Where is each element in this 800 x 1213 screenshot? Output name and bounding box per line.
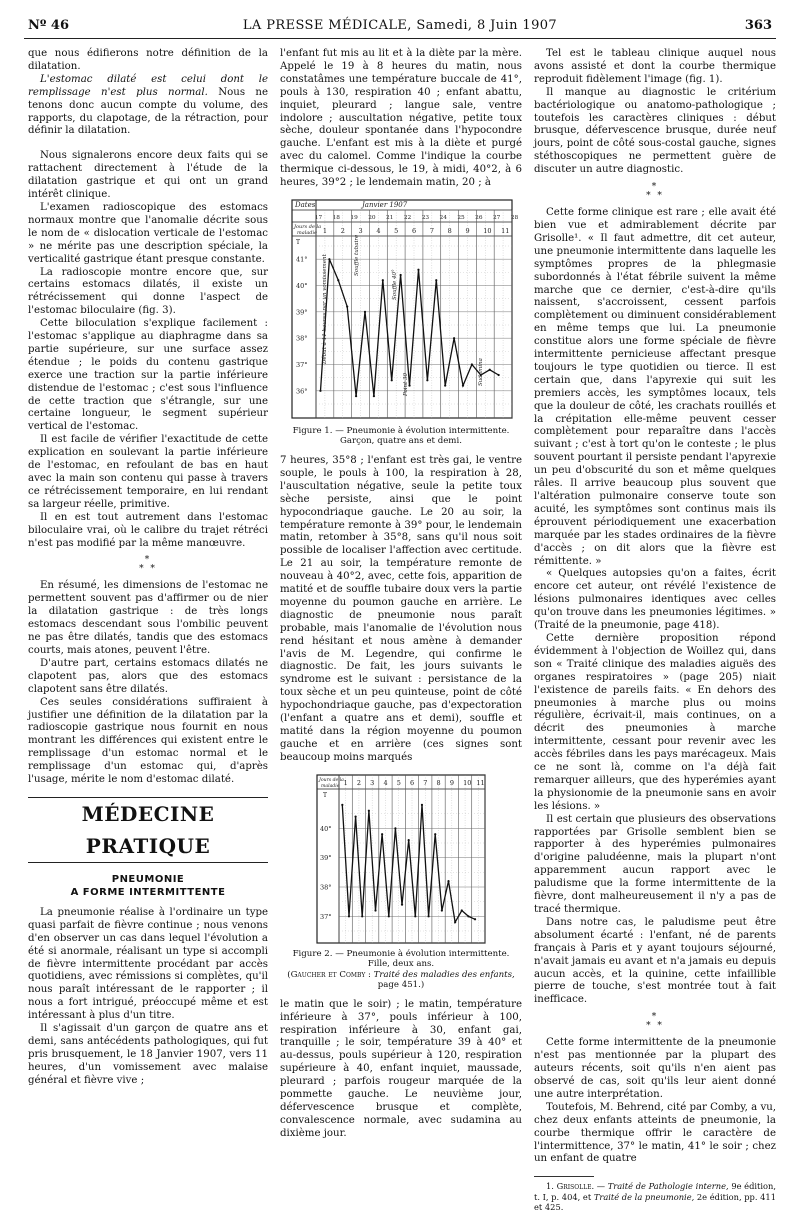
y-tick-label: 41° (296, 255, 308, 264)
data-point (421, 803, 423, 805)
paragraph: Dans notre cas, le paludisme peut être absolument écarté : l'enfant, né de parents français à Paris et y ayant toujours séjourné, n'avait jamais eu avant et n'a jamais eu depuis aucun accès, et la quinine, cette infaillible pierre de touche, s'est montrée tout à fait inefficace. (534, 916, 776, 1006)
footnote-book: Traité de Pathologie interne, (607, 1181, 729, 1192)
caption-line (284, 970, 518, 981)
paragraph: Il est certain que plusieurs des observations rapportées par Grisolle semblent bien se rapporter à des hyperémies pulmonaires d'origine paludéenne, mais la plupart n'ont apparemment aucun rapport avec le paludisme que la forme intermittente de la fièvre, dont malheureusement il n'y a pas de tracé thermique. (534, 813, 776, 915)
data-point (381, 833, 383, 835)
date-tick-label: 21 (386, 214, 394, 221)
x-tick-label: 7 (423, 778, 428, 787)
x-tick-label: 1 (343, 778, 348, 787)
month-label: Janvier 1907 (362, 200, 408, 209)
data-point (388, 915, 390, 917)
x-tick-label: 2 (340, 226, 345, 235)
x-tick-label: 7 (429, 226, 434, 235)
data-point (368, 809, 370, 811)
data-point (364, 311, 366, 313)
paragraph: l'enfant fut mis au lit et à la diète par la mère. Appelé le 19 à 8 heures du matin, nous constatâmes une température buccale de 41°, pouls à 130, respiration 40 ; enfant abattu, inquiet, pleurard ; langue sale, ventre indolore ; auscultation négative, petite toux sèche, douleur spontanée dans l'hypocondre gauche. L'enfant est mis à la diète et purgé avec du calomel. Comme l'indique la courbe thermique ci-dessous, le 19, à midi, 40°2, à 6 heures, 39°2 ; le lendemain matin, 20 ; à (280, 48, 522, 189)
y-tick-label: 39° (320, 853, 332, 862)
paragraph: Il en est tout autrement dans l'estomac biloculaire vrai, où le calibre du trajet rétréci n'est pas modifié par la même manœuvre. (28, 511, 268, 549)
data-point (434, 833, 436, 835)
date-tick-label: 17 (314, 214, 323, 221)
figure-2-caption (284, 949, 518, 991)
date-tick-label: 19 (350, 214, 358, 221)
y-tick-label: 40° (320, 824, 332, 833)
temperature-chart-1 (286, 196, 519, 424)
date-tick-label: 20 (368, 214, 376, 221)
data-point (319, 390, 321, 392)
days-label: maladie (321, 783, 340, 789)
paragraph: Il manque au diagnostic le critérium bactériologique ou anatomo-pathologique ; toutefois les caractères cliniques : début brusque, défervescence brusque, durée neuf jours, point de côté sous-costal gauche, signes stéthoscopiques ne permettent guère de discuter un autre diagnostic. (534, 86, 776, 176)
x-tick-label: 3 (358, 226, 363, 235)
paragraph: Il s'agissait d'un garçon de quatre ans et demi, sans antécédents pathologiques, qui fut pris brusquement, le 18 Janvier 1907, vers 11 heures, d'un vomissement avec malaise général et fièvre vive ; (28, 1023, 268, 1086)
temperature-chart-2 (313, 771, 489, 947)
date-tick-label: 25 (457, 214, 465, 221)
data-point (498, 374, 500, 376)
x-tick-label: 1 (322, 226, 328, 235)
y-tick-label: 36° (296, 387, 308, 396)
date-tick-label: 26 (475, 214, 483, 221)
article-title (28, 873, 268, 899)
data-point (447, 880, 449, 882)
data-point (435, 279, 437, 281)
data-point (374, 909, 376, 911)
date-tick-label: 23 (421, 214, 430, 221)
definition-italic: L'estomac dilaté est celui dont le remplissage n'est plus normal. (28, 73, 268, 98)
y-tick-label: 37° (296, 360, 308, 369)
paragraph: Cette biloculation s'explique facilement : l'estomac s'applique au diaphragme dans sa partie supérieure, sur une surface assez étendue ; le poids du contenu gastrique exerce une traction sur la partie inférieure distendue de l'estomac ; c'est sous l'influence de cette traction que s'étrangle, sur une certaine longueur, le segment supérieur vertical de l'estomac. (28, 318, 268, 433)
temperature-curve (342, 805, 475, 922)
chart-annotation: Point 30 (403, 372, 409, 396)
data-point (354, 815, 356, 817)
data-point (417, 269, 419, 271)
days-label: maladie (297, 229, 318, 236)
article-title-line-1: PNEUMONIE (111, 873, 185, 885)
paragraph: Il est facile de vérifier l'exactitude de cette explication en soulevant la partie inférieure de l'estomac, en refoulant de bas en haut avec la main son contenu qui passe à travers ce rétrécissement temporaire, en lui rendant sa largeur réelle, primitive. (28, 434, 268, 510)
data-point (441, 909, 443, 911)
data-point (391, 379, 393, 381)
journal-title: LA PRESSE MÉDICALE, Samedi, 8 Juin 1907 (242, 18, 558, 33)
data-point (328, 258, 330, 260)
dates-label: Dates (295, 200, 316, 209)
data-point (453, 337, 455, 339)
data-point (337, 279, 339, 281)
caption-line: Garçon, quatre ans et demi. (340, 436, 462, 447)
chart-frame (317, 775, 485, 943)
days-label: Jours de la (294, 223, 322, 230)
article-title-line-2: A FORME INTERMITTENTE (70, 886, 226, 898)
issue-number: Nº 46 (28, 18, 69, 33)
chart-annotation: Sudamina (478, 358, 484, 386)
data-point (426, 379, 428, 381)
chart-annotation: Souffle tubaire (354, 234, 360, 276)
x-tick-label: 4 (376, 226, 381, 235)
date-tick-label: 18 (332, 214, 340, 221)
footnote-book: Traité de la pneumonie, (593, 1191, 695, 1202)
temperature-curve (321, 259, 499, 396)
date-tick-label: 27 (492, 214, 501, 221)
y-tick-label: 38° (320, 883, 332, 892)
y-tick-label: 40° (296, 281, 308, 290)
section-separator: * * * (139, 555, 157, 575)
data-point (400, 274, 402, 276)
paragraph: « Quelques autopsies qu'on a faites, écrit encore cet auteur, ont révélé l'existence de lésions pulmonaires identiques avec celles qu'on trouve dans les pneumonies légitimes. » (Traité de la pneumonie, page 418). (534, 568, 776, 632)
figure-2 (280, 771, 522, 991)
date-tick-label: 28 (510, 214, 519, 221)
data-point (373, 395, 375, 397)
data-point (408, 839, 410, 841)
y-tick-label: 39° (296, 308, 308, 317)
page-number: 363 (744, 18, 772, 33)
footnote-author: 1. Grisolle. — (546, 1181, 606, 1192)
paragraph: Nous signalerons encore deux faits qui se rattachent directement à l'étude de la dilatation gastrique et qui ont un grand intérêt clinique. (28, 150, 268, 201)
data-point (462, 384, 464, 386)
column-2 (280, 48, 522, 1141)
column-3 (534, 48, 776, 1213)
paragraph: En résumé, les dimensions de l'estomac ne permettent souvent pas d'affirmer ou de nier la dilatation gastrique : de très longs estomacs descendant sous l'ombilic peuvent ne pas être dilatés, tandis que des estomacs courts, mais atones, peuvent l'être. (28, 580, 268, 656)
footnote-text: 9e édition, t. I, p. 404, et (534, 1181, 776, 1202)
paragraph: le matin que le soir) ; le matin, température inférieure à 37°, pouls inférieur à 100, respiration inférieure à 30, enfant gai, tranquille ; le soir, température 39 à 40° et au-dessus, pouls supérieur à 120, respiration supérieure à 40, enfant inquiet, maussade, pleurard ; parfois rougeur marquée de la pommette gauche. Le neuvième jour, défervescence brusque et complète, convalescence normale, avec sudamina au dixième jour. (280, 998, 522, 1139)
section-separator: * * * (646, 1012, 664, 1032)
x-tick-label: 10 (483, 226, 492, 235)
paragraph: 7 heures, 35°8 ; l'enfant est très gai, le ventre souple, le pouls à 100, la respiration à 28, l'auscultation négative, seule la petite toux sèche persiste, ainsi que le point hypocondriaque gauche. Le 20 au soir, la température remonte à 39° pour, le lendemain matin, retomber à 35°8, sans qu'il nous soit possible de localiser l'affection avec certitude. Le 21 au soir, la température remonte de nouveau à 40°2, avec, cette fois, apparition de matité et de souffle tubaire doux vers la partie moyenne du poumon gauche en arrière. Le diagnostic de pneumonie nous paraît probable, mais l'anomalie de l'évolution nous rend hésitant et nous amène à demander l'avis de M. Legendre, qui confirme le diagnostic. De fait, les jours suivants le syndrome est le suivant : persistance de la toux sèche et un peu quinteuse, point de côté hypochondriaque gauche, pas d'expectoration (l'enfant a quatre ans et demi), souffle et matité dans la région moyenne du poumon gauche et en arrière (ces signes sont beaucoup moins marqués (280, 454, 522, 763)
y-tick-label: 37° (320, 912, 332, 921)
x-tick-label: 8 (436, 778, 441, 787)
x-tick-label: 11 (476, 778, 485, 787)
paragraph: Cette forme intermittente de la pneumonie n'est pas mentionnée par la plupart des auteurs récents, soit qu'ils n'en aient pas observé de cas, soit qu'ils leur aient donné une autre interprétation. (534, 1037, 776, 1100)
paragraph (28, 74, 268, 139)
data-point (348, 915, 350, 917)
page-header (24, 16, 776, 39)
x-tick-label: 5 (396, 778, 401, 787)
data-point (401, 903, 403, 905)
paragraph: Cette dernière proposition répond évidemment à l'objection de Woillez qui, dans son « Traité clinique des maladies aiguës des organes respiratoires » (page 205) niait l'existence de pareils faits. « En dehors des pneumonies à marche plus ou moins régulière, écrivait-il, mais continues, on a décrit des pneumonies à marche intermittente, cessant pour revenir avec les accès fébriles dans les pays marécageux. Mais ce ne sont là, comme on l'a déjà fait remarquer ailleurs, que des hyperémies ayant la physionomie de la pneumonie sans en avoir les lésions. » (534, 632, 776, 812)
x-tick-label: 4 (383, 778, 388, 787)
date-tick-label: 24 (439, 214, 447, 221)
date-tick-label: 22 (403, 214, 412, 221)
data-point (394, 827, 396, 829)
section-separator: * * * (646, 182, 664, 202)
caption-line: page 451.) (377, 980, 425, 991)
data-point (467, 915, 469, 917)
data-point (346, 305, 348, 307)
data-point (382, 279, 384, 281)
caption-authors: (Gaucher et Comby : (287, 969, 371, 980)
x-tick-label: 11 (501, 226, 510, 235)
footnote-rule (534, 1176, 594, 1177)
x-tick-label: 9 (449, 778, 454, 787)
data-point (454, 921, 456, 923)
x-tick-label: 2 (356, 778, 362, 787)
footnote-text: 2e édition, pp. 411 et 425. (534, 1191, 776, 1213)
footnote (534, 1181, 776, 1212)
paragraph: Tel est le tableau clinique auquel nous avons assisté et dont la courbe thermique reproduit fidèlement l'image (fig. 1). (534, 48, 776, 85)
data-point (341, 803, 343, 805)
x-tick-label: 6 (410, 778, 415, 787)
caption-line: Fille, deux ans. (367, 959, 435, 970)
figure-1 (280, 196, 522, 447)
caption-line: Figure 1. — Pneumonie à évolution intermittente. (292, 425, 510, 436)
temperature-axis-label: T (296, 238, 301, 246)
data-point (355, 395, 357, 397)
y-tick-label: 38° (296, 334, 308, 343)
data-point (414, 915, 416, 917)
x-tick-label: 3 (370, 778, 375, 787)
paragraph-text: Nous ne tenons donc aucun compte du volume, des rapports, du clapotage, de la rétraction, pour définir la dilatation. (28, 86, 268, 137)
data-point (444, 384, 446, 386)
x-tick-label: 8 (447, 226, 452, 235)
chart-annotation: Souffle 40° (392, 269, 398, 300)
data-point (461, 909, 463, 911)
data-point (471, 363, 473, 365)
data-point (361, 915, 363, 917)
paragraph: La pneumonie réalise à l'ordinaire un type quasi parfait de fièvre continue ; nous venons d'en observer un cas dans lequel l'évolution a été si anormale, réalisant un type si accompli de fièvre intermittente procédant par accès quotidiens, avec rémissions si complètes, qu'il nous paraît intéressant de le rapporter ; il nous a fort intrigué, préoccupé même et est intéressant à plus d'un titre. (28, 906, 268, 1022)
temperature-axis-label: T (323, 791, 328, 799)
paragraph: La radioscopie montre encore que, sur certains estomacs dilatés, il existe un rétrécissement qui donne l'aspect de l'estomac biloculaire (fig. 3). (28, 266, 268, 317)
data-point (427, 915, 429, 917)
paragraph: Ces seules considérations suffiraient à justifier une définition de la dilatation par la radioscopie gastrique nous fournit en nous montrant les différences qui existent entre le remplissage d'un estomac normal et le remplissage d'un estomac qui, d'après l'usage, mérite le nom d'estomac dilaté. (28, 696, 268, 786)
paragraph: D'autre part, certains estomacs dilatés ne clapotent pas, alors que des estomacs clapotent sans être dilatés. (28, 657, 268, 695)
x-tick-label: 9 (465, 226, 470, 235)
x-tick-label: 5 (394, 226, 399, 235)
data-point (489, 369, 491, 371)
caption-book-title: Traité des maladies des enfants, (373, 969, 515, 980)
chart-annotation: Début à 11 heures par un vomissement (322, 254, 328, 364)
x-tick-label: 10 (463, 778, 472, 787)
x-tick-label: 6 (412, 226, 417, 235)
column-1 (28, 48, 268, 1088)
paragraph: Cette forme clinique est rare ; elle avait été bien vue et admirablement décrite par Grisolle¹. « Il faut admettre, dit cet auteur, une pneumonie intermittente dans laquelle les symptômes propres de la phlegmasie subordonnés à l'état fébrile suivent la même marche que ce dernier, c'est-à-dire qu'ils naissent, s'accroissent, cessent parfois complètement ou diminuent considérablement en même temps que lui. La pneumonie constitue alors une forme spéciale de fièvre intermittente pernicieuse affectant presque toujours le type quotidien ou tierce. Il est certain que, dans l'apyrexie qui suit les premiers accès, les symptômes locaux, tels que la douleur de côté, les crachats rouillés et la crépitation elle-même peuvent cesser complètement pour reparaître dans l'accès suivant ; c'est à tort qu'on le conteste ; le plus souvent pourtant il persiste pendant l'apyrexie un peu d'obscurité du son et même quelques râles. Il arrive beaucoup plus souvent que l'altération pulmonaire conserve toute son acuité, les symptômes sont continus mais ils éprouvent périodiquement une exacerbation marquée par les stades ordinaires de la fièvre d'accès ; on dit alors que la fièvre est rémittente. » (534, 207, 776, 567)
figure-1-caption (284, 426, 518, 447)
days-label: Jours de la (319, 777, 344, 783)
paragraph: Toutefois, M. Behrend, cité par Comby, a vu, chez deux enfants atteints de pneumonie, la courbe thermique offrir le caractère de l'intermittence, 37° le matin, 41° le soir ; chez un enfant de quatre (534, 1101, 777, 1165)
caption-line: Figure 2. — Pneumonie à évolution intermittente. (292, 948, 510, 959)
paragraph: L'examen radioscopique des estomacs normaux montre que l'anomalie décrite sous le nom de « dislocation verticale de l'estomac » ne mérite pas une description spéciale, la verticalité gastrique étant presque constante. (28, 201, 268, 265)
paragraph: que nous édifierons notre définition de la dilatation. (28, 48, 268, 72)
section-title: MÉDECINE PRATIQUE (28, 797, 268, 863)
data-point (474, 918, 476, 920)
